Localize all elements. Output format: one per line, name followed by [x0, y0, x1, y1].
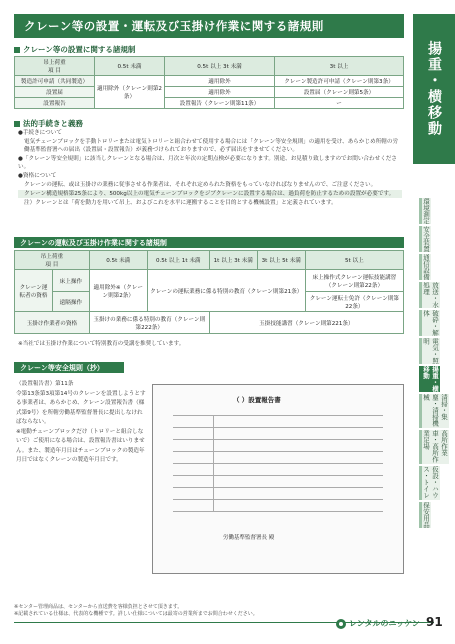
- section3-heading: クレーンの運転及び玉掛け作業に関する諸規制: [14, 237, 404, 248]
- table-cell: ー: [275, 98, 404, 109]
- operation-table: [14, 250, 404, 334]
- tab-electric[interactable]: 電気・照明: [419, 338, 440, 364]
- table-row-label: 玉掛け作業者の資格: [15, 312, 90, 334]
- page-title: クレーン等の設置・運転及び玉掛け作業に関する諸規則: [14, 14, 404, 38]
- tab-water[interactable]: 放送・水処理: [419, 282, 440, 308]
- table-header: 1t 以上 3t 未満: [209, 251, 257, 270]
- company-logo: レンタルのニッケン: [336, 618, 420, 629]
- table-cell: クレーンの運転業務に係る特別の教育（クレーン則第21条）: [147, 270, 305, 312]
- bullet-square-icon: [14, 47, 20, 53]
- table-header: 吊上荷重 項 目: [15, 251, 90, 270]
- table-cell: 床上操作式クレーン運転技能講習（クレーン則第22条）: [305, 270, 403, 292]
- table-cell: 設置報告（クレーン則第11条）: [165, 98, 275, 109]
- table-header: 3t 以上: [275, 57, 404, 76]
- form-line: [173, 475, 383, 476]
- regulation-excerpt: （設置報告書）第11条 令第13条第3項第14号のクレーンを設置しようとする事業者は、あらかじめ、クレーン設置報告書（様式第9号）を所轄労働基準監督署長に提出しなければならない。 ※電動チェーンブロックだけ（トロリーと組合しないで）ご使用になる場合は、設置報告書はいりません。また、製造年月日はチェーンブロックの製造年月日ではなくクレーンの製造年月日です。: [16, 381, 146, 463]
- overload-notice: クレーン構造規格第25条により、500kg以上の電気チェーンブロックをジブクレーンに設置する場合は、過負荷を防止するための設置が必要です。: [18, 190, 402, 198]
- side-tab-list: [419, 198, 455, 530]
- procedure-subheading: ●手続きについて: [18, 130, 62, 136]
- table-header: 0.5t 未満: [95, 57, 165, 76]
- form-line: [173, 427, 383, 428]
- form-line: [173, 463, 383, 464]
- tab-aerial[interactable]: 高所作業車・高所作業足場: [419, 430, 449, 464]
- table-cell: クレーン製造許可申請（クレーン則第3条）: [275, 76, 404, 87]
- tab-demolition[interactable]: 破砕・解体: [419, 310, 440, 336]
- crane-definition-note: 注）クレーンとは「荷を動力を用いて吊上、およびこれを水平に運搬することを目的とする機械設置」と定義されています。: [24, 200, 337, 206]
- legal-procedures-text: [18, 129, 402, 208]
- form-divider: [213, 415, 214, 511]
- table-cell: 適用除外: [165, 76, 275, 87]
- table-cell: 設置届（クレーン則第5条）: [275, 87, 404, 98]
- page-number: 91: [426, 615, 443, 629]
- table-header: 3t 以上 5t 未満: [257, 251, 305, 270]
- inspection-paragraph: ●「クレーン等安全規則」に該当しクレーンとなる場合は、月次と年次の定期点検が必要になります。別途、お見積り致しますのでお問い合わせください。: [18, 156, 397, 170]
- table-header: 吊上荷重 項 目: [15, 57, 95, 76]
- table-row-label: 床上操作: [53, 270, 90, 292]
- tab-safety[interactable]: 安全装置: [419, 226, 431, 252]
- table-cell: 玉掛けの業務に係る特別の教育（クレーン則第222条）: [89, 312, 209, 334]
- table-cell: 適用除外※（クレーン則第2条）: [89, 270, 147, 312]
- qualification-subheading: ●資格について: [18, 173, 57, 179]
- tab-cleaning[interactable]: 清掃・集塵・清掃機械: [419, 394, 449, 428]
- installation-table: [14, 56, 404, 109]
- form-line: [173, 511, 383, 512]
- table-row-label: クレーン運転者の資格: [15, 270, 53, 312]
- procedure-paragraph: 電気チェーンブロックを手動トロリーまたは電気トロリーと組合わせて使用する場合には「クレーン等安全規則」の適用を受け、あらかじめ所轄の労働基準監督署への届出（設置届・設置報告）が義務づけられておりますので、必ず届出をすませてください。: [24, 139, 399, 153]
- section1-heading: クレーン等の設置に関する諸規制: [14, 44, 135, 55]
- category-header: 揚重・横移動: [413, 14, 455, 164]
- form-line: [173, 499, 383, 500]
- report-form-image: [152, 384, 404, 574]
- tab-temporary[interactable]: 仮設・ハウス・トイレ: [419, 466, 440, 500]
- tab-environment[interactable]: 環境測定: [419, 198, 431, 224]
- logo-mark-icon: [336, 619, 346, 629]
- bullet-square-icon: [14, 121, 20, 127]
- form-signature: 労働基準監督署長 殿: [223, 535, 275, 541]
- table-header: 0.5t 未満: [89, 251, 147, 270]
- tab-safety-goods[interactable]: 保安用品: [419, 502, 431, 528]
- table-header: 0.5t 以上 1t 未満: [147, 251, 209, 270]
- qualification-paragraph: クレーンの運転、或は玉掛けの業務に従事させる作業者は、それぞれ定められた資格をもっていなければなりませんので、ご注意ください。: [24, 182, 377, 188]
- table-cell: 適用除外（クレーン則第2条）: [95, 76, 165, 109]
- table-cell: 玉掛技能講習（クレーン則第221条）: [209, 312, 403, 334]
- table-header: 0.5t 以上 3t 未満: [165, 57, 275, 76]
- table-header: 5t 以上: [305, 251, 403, 270]
- form-line: [173, 439, 383, 440]
- footer-notes: ※センター管理商品は、センターから直送費を客様負担とさせて頂きます。 ※記載されている仕様は、代表的な機種です。詳しい仕様については最寄の営業所までお問合わせください。: [14, 604, 258, 617]
- tab-lifting[interactable]: 揚重・横移動: [419, 366, 440, 392]
- section4-heading: クレーン等安全規則（抄）: [14, 362, 124, 373]
- operation-note: ※当社では玉掛け作業について特別教育の受講を推奨しています。: [18, 341, 185, 347]
- form-line: [173, 487, 383, 488]
- table-cell: クレーン運転士免許（クレーン則第22条）: [305, 292, 403, 312]
- tab-communication[interactable]: 通信設備: [419, 254, 431, 280]
- table-cell: 適用除外: [165, 87, 275, 98]
- form-line: [173, 415, 383, 416]
- table-row-label: 遠隔操作: [53, 292, 90, 312]
- table-row-label: 設置届: [15, 87, 95, 98]
- table-row-label: 設置報告: [15, 98, 95, 109]
- form-title: （ ）設置報告書: [233, 396, 281, 404]
- table-row-label: 製造許可申請（共同製造）: [15, 76, 95, 87]
- section2-heading: 法的手続きと義務: [14, 118, 83, 129]
- form-line: [173, 451, 383, 452]
